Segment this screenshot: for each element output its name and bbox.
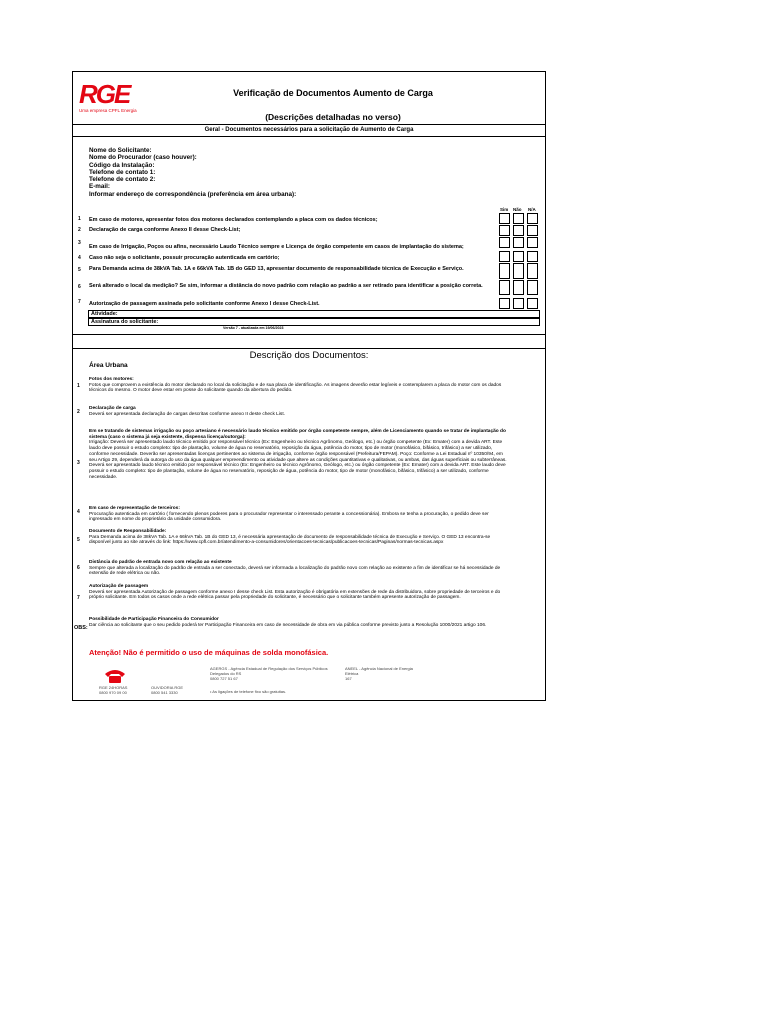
checkbox-sim[interactable] (499, 298, 510, 309)
checklist-number: 7 (78, 299, 81, 305)
description-number: 7 (77, 595, 80, 601)
rge-logo (79, 81, 159, 113)
description-body: Deverá ser apresentada Autorização de passagem conforme anexo I desse check List. Esta autorização é obrigatória em extensões de rede da distribuidora, sobre propriedade de terceiros e do próprio solicitante. Em todos os casos onde a rede elétrica passar pela propriedade do solicitante, é necessário que o solicitante também apresente autorização de passagem. (89, 589, 501, 601)
description-body: Dar ciência ao solicitante que o seu pedido poderá ter Participação Financeira em caso de necessidade de obra em via pública conforme previsto junto a Resolução 1000/2021 artigo 106. (89, 622, 487, 628)
aneel-text: ANEEL - Agência Nacional de Energia Elétrica (345, 666, 413, 676)
checkbox-nao[interactable] (513, 237, 524, 248)
rge-phone-number: 0800 970 09 00 (99, 690, 127, 695)
checkbox-sim[interactable] (499, 263, 510, 279)
checkbox-na[interactable] (527, 237, 538, 248)
aneel-block (345, 666, 415, 681)
footer-note: • As ligações de telefone fixo são gratuitas. (210, 689, 287, 694)
description-number: 6 (77, 565, 80, 571)
checkbox-nao[interactable] (513, 263, 524, 279)
description-heading: Possibilidade de Participação Financeira do Consumidor (89, 617, 219, 622)
column-sim: Sim (500, 207, 509, 212)
checklist-text: Declaração de carga conforme Anexo II desse Check-List; (89, 227, 241, 233)
checkbox-sim[interactable] (499, 225, 510, 236)
description-heading: Fotos dos motores: (89, 377, 134, 382)
info-field: Telefone de contato 2: (89, 176, 156, 184)
checkbox-na[interactable] (527, 225, 538, 236)
checkbox-sim[interactable] (499, 251, 510, 262)
description-body: Para Demanda acima de 38kVA Tab. 1A e 66kVA Tab. 1B do GED 13, é necessária apresentação de documento de responsabilidade técnica de Execução e Serviço. O GED 13 encontra-se disponível junto ao site através do link: https://www.cpfl.com.br/atendimento-a-consumidores/orientacoes-tecnicas/publicacoes-tecnicas/Paginas/normas-tecnicas.aspx (89, 534, 491, 546)
description-number: 3 (77, 460, 80, 466)
divider (73, 348, 545, 349)
description-number: 2 (77, 409, 80, 415)
description-item (89, 584, 509, 601)
description-title: Descrição dos Documentos: (249, 350, 369, 361)
phone-icon (103, 668, 127, 684)
description-heading: Autorização de passagem (89, 584, 149, 589)
agergs-phone: 0800 727 51 67 (210, 676, 238, 681)
info-field: Telefone de contato 1: (89, 168, 156, 176)
info-fields (89, 147, 296, 198)
checklist-text: Em caso de Irrigação, Poços ou afins, necessário Laudo Técnico sempre e Licença de órgão competente em casos de implantação do sistema; (89, 244, 464, 250)
description-item (89, 617, 509, 628)
info-field: Nome do Procurador (caso houver): (89, 154, 197, 162)
signature-field[interactable]: Assinatura do solicitante: (88, 318, 540, 326)
description-number: 4 (77, 509, 80, 515)
description-number: 1 (77, 383, 80, 389)
aneel-phone: 167 (345, 676, 352, 681)
agergs-block (210, 666, 340, 681)
area-label: Área Urbana (89, 362, 128, 369)
description-body: Sempre que alterada a localização do padrão de entrada a ser conectado, deverá ser informada a localização do padrão novo com relação ao existente a fim de identificar se há necessidade de extensão de rede elétrica ou não. (89, 565, 501, 577)
column-nao: Não (513, 207, 522, 212)
divider (73, 124, 545, 125)
info-field: Informar endereço de correspondência (preferência em área urbana): (89, 190, 297, 198)
checklist-text: Será alterado o local da medição? Se sim, informar a distância do novo padrão com relação ao padrão a ser retirado para identificar a posição correta. (89, 283, 483, 289)
description-item (89, 429, 509, 480)
warning-text: Atenção! Não é permitido o uso de máquinas de solda monofásica. (89, 648, 329, 657)
description-body: Irrigação: Deverá ser apresentado laudo técnico emitido por responsável técnico (Ex: Engenheiro ou técnico Agrônomo, Geólogo, etc.) ou órgão competente (Ex: Emater) com a devida ART. Este laudo deve possuir o estudo completo: tipo de plantação, volume de água no reservatório, reposição da água, potência do motor, tipo de motor (monofásico, bifásico, trifásico) a ser utilizado, conforme necessidade. Deverão ser apresentadas licenças pertinentes ao sistema de irrigação, conforme órgão responsável (Prefeitura/FEPAM). Poço: Conforme a Lei Estadual nº 10350/94, em seu Artigo 29, dependerá da outorga do uso da água qualquer empreendimento ou atividade que altere as condições quantitativas e qualitativas, ou ambas, das águas superficiais ou subterrâneas. Deverá ser apresentado laudo técnico emitido por responsável técnico (Ex: Engenheiro ou técnico Agrônomo, Geólogo, etc.) ou órgão competente (Ex: Emater) com a devida ART. Este laudo deve possuir o estudo completo: tipo de plantação, volume de água no reservatório, reposição de água, potência do motor, tipo de motor (monofásico, bifásico, trifásico) a ser utilizado, conforme necessidade. (89, 440, 507, 480)
description-item (89, 560, 509, 577)
checklist-text: Para Demanda acima de 38kVA Tab. 1A e 66kVA Tab. 1B do GED 13, apresentar documento de responsabilidade técnica de Execução e Serviço. (89, 266, 464, 272)
description-number: OBS: (74, 625, 88, 631)
checklist-number: 4 (78, 255, 81, 261)
description-heading: Distância do padrão de entrada novo com relação ao existente (89, 560, 232, 565)
checkbox-na[interactable] (527, 263, 538, 279)
checkbox-na[interactable] (527, 213, 538, 224)
ouvidoria-label: OUVIDORIA RGE (151, 685, 184, 690)
column-na: N/A (528, 207, 536, 212)
description-item (89, 506, 509, 523)
checklist-number: 2 (78, 227, 81, 233)
info-field: Nome do Solicitante: (89, 147, 152, 154)
general-heading: Geral - Documentos necessários para a solicitação de Aumento de Carga (204, 127, 414, 133)
checklist-text: Em caso de motores, apresentar fotos dos motores declarados contemplando a placa com os dados técnicos; (89, 217, 378, 223)
checklist-text: Caso não seja o solicitante, possuir procuração autenticada em cartório; (89, 255, 280, 261)
info-field: E-mail: (89, 183, 110, 191)
checklist-text: Autorização de passagem assinada pelo solicitante conforme Anexo I desse Check-List. (89, 301, 320, 307)
checkbox-na[interactable] (527, 280, 538, 295)
description-heading: Em se tratando de sistemas irrigação ou poço artesiano é necessário laudo técnico emitido por órgão competente sempre, além de Licenciamento quando se tratar de implantação do sistema (caso o sistema já seja existente, dispensa licença/outorga): (89, 429, 506, 440)
info-field: Código da Instalação: (89, 161, 155, 169)
description-number: 5 (77, 537, 80, 543)
document-title: Verificação de Documentos Aumento de Carga (233, 88, 433, 98)
description-heading: Declaração de carga (89, 406, 136, 411)
checkbox-sim[interactable] (499, 237, 510, 248)
document-subtitle: (Descrições detalhadas no verso) (265, 112, 401, 122)
checkbox-na[interactable] (527, 251, 538, 262)
checkbox-nao[interactable] (513, 280, 524, 295)
description-body: Deverá ser apresentada declaração de cargas descritas conforme anexo II deste check List. (89, 411, 285, 417)
divider (73, 136, 545, 137)
checkbox-nao[interactable] (513, 251, 524, 262)
checkbox-nao[interactable] (513, 225, 524, 236)
description-heading: Documento de Responsabilidade: (89, 529, 167, 534)
checklist-number: 6 (78, 284, 81, 290)
logo-tagline: Uma empresa CPFL Energia (79, 108, 137, 113)
description-body: Procuração autenticada em cartório ( fornecendo plenos poderes para o procurador representar o interessado perante a concessionária). Embora se tenha a procuração, o pedido deve ser ingressado em nome do proprietário da unidade consumidora. (89, 511, 489, 523)
rge-phone-label: RGE 24HORAS (99, 685, 128, 690)
checkbox-na[interactable] (527, 298, 538, 309)
ouvidoria-phone: 0800 541 3330 (151, 690, 178, 695)
rge-phone-block (99, 685, 127, 695)
activity-field[interactable]: Atividade: (88, 310, 540, 318)
logo-brand: RGE (79, 79, 130, 109)
checklist-number: 5 (78, 267, 81, 273)
description-item (89, 377, 509, 394)
divider (73, 334, 545, 335)
checkbox-nao[interactable] (513, 298, 524, 309)
description-item (89, 406, 509, 417)
checkbox-sim[interactable] (499, 280, 510, 295)
checklist-number: 3 (78, 240, 81, 246)
checklist-number: 1 (78, 216, 81, 222)
agergs-text: AGERGS - Agência Estadual de Regulação dos Serviços Públicos Delegados do RS (210, 666, 328, 676)
version-note: Versão 7 - atualizada em 19/06/2023 (223, 326, 284, 330)
checkbox-sim[interactable] (499, 213, 510, 224)
checkbox-nao[interactable] (513, 213, 524, 224)
description-item (89, 529, 509, 546)
checklist-sheet (72, 71, 546, 701)
ouvidoria-block (151, 685, 183, 695)
description-heading: Em caso de representação de terceiros: (89, 506, 180, 511)
description-body: Fotos que comprovem a existência do motor declarado no local da solicitação e de sua placa de identificação. As imagens deverão estar legíveis e contemplarem a placa do motor com os dados técnicos do mesmo. O motor deve estar em posse do solicitante quando da abertura do pedido. (89, 382, 502, 394)
